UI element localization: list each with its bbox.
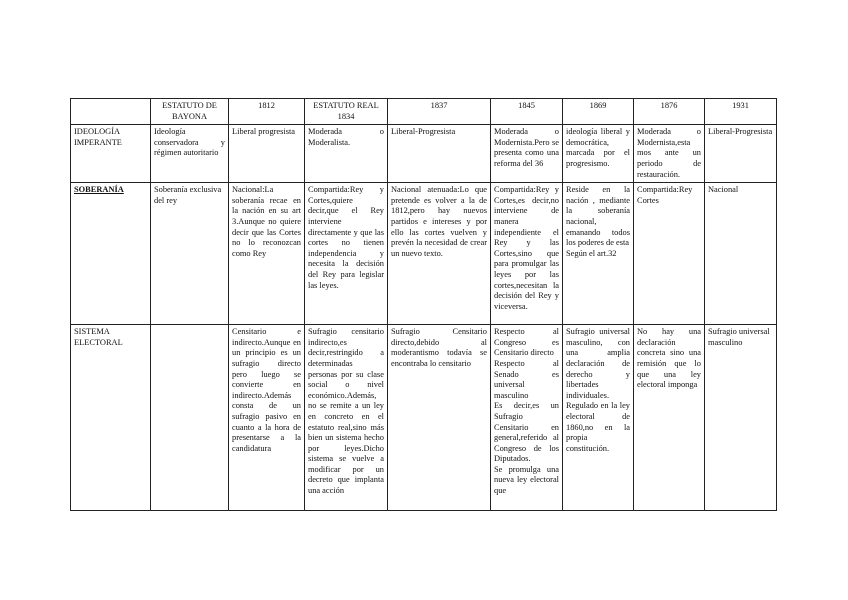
table-cell: Compartida:Rey y Cortes,es decir,no interviene de manera independiente el Rey y las Cortes,sino que para promulgar las leyes por las cortes,necesitan la decisión del Rey y viceversa. xyxy=(491,183,563,325)
table-cell: Reside en la nación , mediante la soberanía nacional, emanando todos los poderes de esta Según el art.32 xyxy=(563,183,634,325)
table-cell: Moderada o Moderalista. xyxy=(305,125,388,183)
table-cell: Respecto al Congreso es Censitario directo Respecto al Senado es universal masculino Es decir,es un Sufragio Censitario en general,referido al Congreso de los Diputados. Se promulga una nueva ley electoral que xyxy=(491,325,563,511)
table-cell: Sufragio universal masculino, con una amplia declaración de derecho y libertades individuales. Regulado en la ley electoral de 1860,no en la propia constitución. xyxy=(563,325,634,511)
table-cell: Nacional:La soberanía recae en la nación en su art 3.Aunque no quiere decir que las Cortes no lo reconozcan como Rey xyxy=(229,183,305,325)
table-cell: Nacional atenuada:Lo que pretende es volver a la de 1812,pero hay nuevos partidos e intereses y por ello las cortes vuelven y prevén la necesidad de crear un nuevo texto. xyxy=(388,183,491,325)
row-label: SISTEMA ELECTORAL xyxy=(71,325,151,511)
table-cell: Moderada o Modernista,esta mos ante un periodo de restauración. xyxy=(634,125,705,183)
table-cell: Sufragio censitario indirecto,es decir,restringido a determinadas personas por su clase social o nivel económico.Además, no se remite a un ley en concreto en el estatuto real,sino más bien un sistema hecho por leyes.Dicho sistema se vuelve a modificar por un decreto que implanta una acción xyxy=(305,325,388,511)
table-cell: Ideología conservadora y régimen autoritario xyxy=(151,125,229,183)
table-cell xyxy=(151,325,229,511)
header-cell xyxy=(71,99,151,125)
table-cell: Sufragio Censitario directo,debido al moderantismo todavía se encontraba lo censitario xyxy=(388,325,491,511)
table-cell: Compartida:Rey y Cortes,quiere decir,que el Rey interviene directamente y que las cortes no tienen independencia y necesita la decisión del Rey para legislar las leyes. xyxy=(305,183,388,325)
table-cell: No hay una declaración concreta sino una remisión que lo que una ley electoral imponga xyxy=(634,325,705,511)
table-cell: ideología liberal y democrática, marcada por el progresismo. xyxy=(563,125,634,183)
table-cell: Liberal-Progresista xyxy=(705,125,777,183)
header-cell: 1931 xyxy=(705,99,777,125)
header-cell: 1876 xyxy=(634,99,705,125)
header-cell: 1845 xyxy=(491,99,563,125)
row-label: SOBERANÍA xyxy=(71,183,151,325)
table-cell: Liberal progresista xyxy=(229,125,305,183)
row-label: IDEOLOGÍA IMPERANTE xyxy=(71,125,151,183)
table-row xyxy=(71,325,777,511)
header-cell: 1837 xyxy=(388,99,491,125)
constitutions-comparison-table xyxy=(70,98,777,511)
table-header-row xyxy=(71,99,777,125)
header-cell: 1869 xyxy=(563,99,634,125)
table-cell: Nacional xyxy=(705,183,777,325)
table-cell: Censitario e indirecto.Aunque en un principio es un sufragio directo pero luego se convierte en indirecto.Además consta de un sufragio pasivo en cuanto a la hora de presentarse a la candidatura xyxy=(229,325,305,511)
table-cell: Sufragio universal masculino xyxy=(705,325,777,511)
table-row xyxy=(71,125,777,183)
table-cell: Soberanía exclusiva del rey xyxy=(151,183,229,325)
table-cell: Compartida:Rey Cortes xyxy=(634,183,705,325)
header-cell: ESTATUTO REAL 1834 xyxy=(305,99,388,125)
header-cell: 1812 xyxy=(229,99,305,125)
table-cell: Liberal-Progresista xyxy=(388,125,491,183)
header-cell: ESTATUTO DE BAYONA xyxy=(151,99,229,125)
table-cell: Moderada o Modernista.Pero se presenta como una reforma del 36 xyxy=(491,125,563,183)
table-row xyxy=(71,183,777,325)
